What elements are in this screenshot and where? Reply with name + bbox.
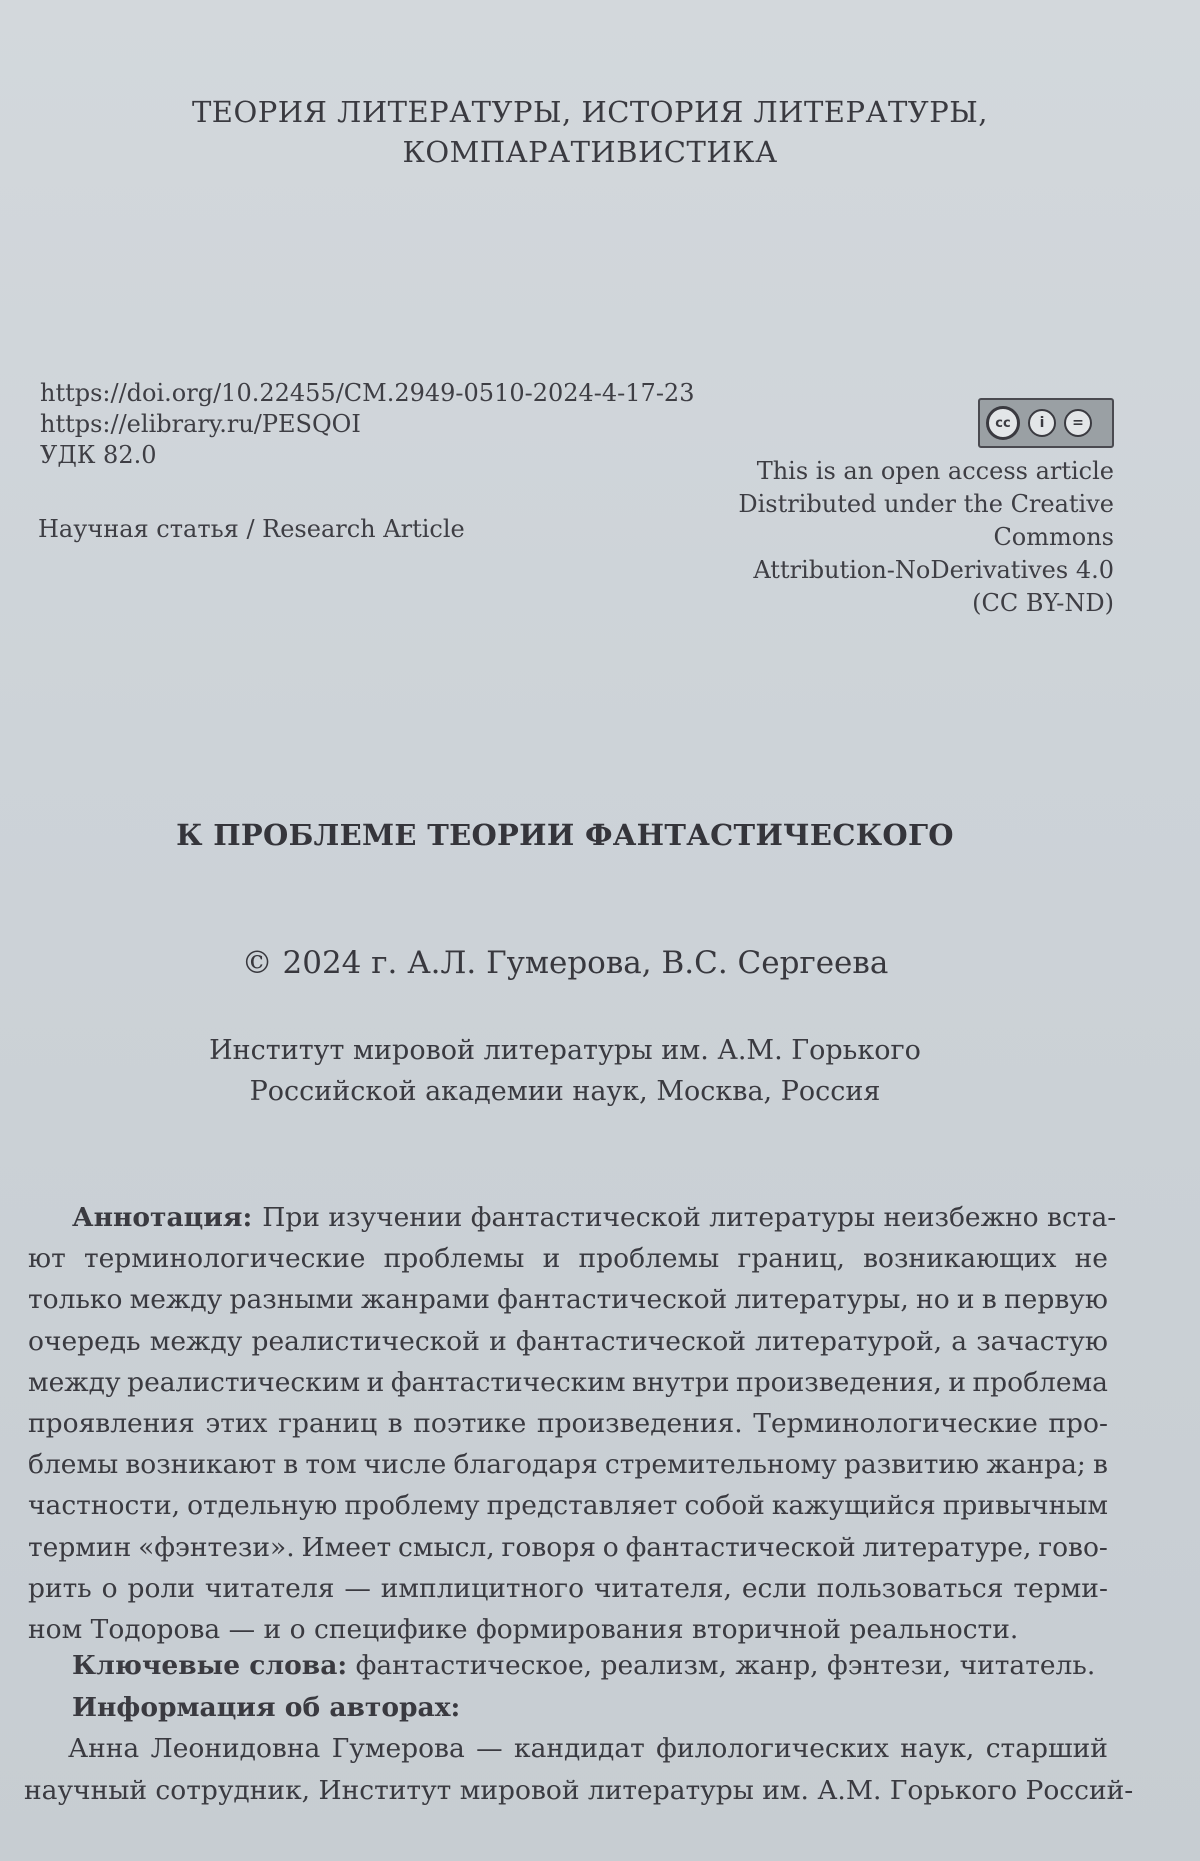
abstract-line: проявления этих границ в поэтике произведения. Терминологические про-	[28, 1408, 1108, 1440]
affiliation-line: Российской академии наук, Москва, Россия	[249, 1076, 881, 1107]
abstract-line: рить о роли читателя — имплицитного читателя, если пользоваться терми-	[28, 1572, 1108, 1604]
keywords	[72, 1650, 1095, 1681]
cc-icon: cc	[986, 406, 1020, 440]
section-heading	[0, 92, 1180, 172]
abstract-line: ют терминологические проблемы и проблемы границ, возникающих не	[28, 1243, 1108, 1275]
article-authors: © 2024 г. А.Л. Гумерова, В.С. Сергеева	[241, 945, 889, 981]
abstract-line: между реалистическим и фантастическим внутри произведения, и проблема	[28, 1366, 1108, 1398]
author-affiliation	[0, 1030, 1130, 1112]
section-heading-line: КОМПАРАТИВИСТИКА	[402, 135, 778, 169]
license-line: Distributed under the Creative	[738, 490, 1114, 518]
abstract-label: Аннотация:	[72, 1202, 253, 1233]
abstract-last-line: ном Тодорова — и о специфике формирования вторичной реальности.	[28, 1614, 1019, 1646]
author-info-line: научный сотрудник, Институт мировой литературы им. А.М. Горького Россий-	[24, 1775, 1134, 1806]
udk-code: УДК 82.0	[40, 441, 157, 469]
license-line: Commons	[993, 523, 1114, 551]
cc-license-badge	[978, 398, 1114, 448]
author-info-line: Анна Леонидовна Гумерова — кандидат филологических наук, старший	[68, 1733, 1108, 1764]
abstract	[28, 1197, 1117, 1650]
license-line: (CC BY-ND)	[972, 589, 1114, 617]
no-derivatives-icon: =	[1064, 409, 1092, 437]
article-type: Научная статья / Research Article	[38, 515, 465, 543]
keywords-text: фантастическое, реализм, жанр, фэнтези, читатель.	[355, 1650, 1096, 1681]
affiliation-line: Институт мировой литературы им. А.М. Горького	[209, 1035, 921, 1066]
abstract-line: очередь между реалистической и фантастической литературой, а зачастую	[28, 1325, 1108, 1357]
elibrary-link[interactable]: https://elibrary.ru/PESQOI	[40, 410, 361, 438]
license-line: This is an open access article	[756, 457, 1114, 485]
section-heading-line: ТЕОРИЯ ЛИТЕРАТУРЫ, ИСТОРИЯ ЛИТЕРАТУРЫ,	[191, 95, 989, 129]
abstract-line: только между разными жанрами фантастической литературы, но и в первую	[28, 1284, 1108, 1316]
license-line: Attribution-NoDerivatives 4.0	[753, 556, 1114, 584]
abstract-text: При изучении фантастической литературы неизбежно вста-	[262, 1202, 1117, 1233]
article-meta	[40, 378, 694, 471]
abstract-line: частности, отдельную проблему представляет собой кажущийся привычным	[28, 1490, 1108, 1522]
abstract-first-line	[28, 1197, 1117, 1238]
license-notice	[738, 455, 1114, 620]
abstract-line: термин «фэнтези». Имеет смысл, говоря о фантастической литературе, гово-	[28, 1531, 1108, 1563]
attribution-icon: i	[1028, 409, 1056, 437]
article-title: К ПРОБЛЕМЕ ТЕОРИИ ФАНТАСТИЧЕСКОГО	[176, 818, 954, 852]
keywords-label: Ключевые слова:	[72, 1650, 348, 1681]
doi-link[interactable]: https://doi.org/10.22455/CM.2949-0510-2024-4-17-23	[40, 379, 695, 407]
authors-info-label: Информация об авторах:	[72, 1692, 461, 1723]
abstract-line: блемы возникают в том числе благодаря стремительному развитию жанра; в	[28, 1449, 1108, 1481]
